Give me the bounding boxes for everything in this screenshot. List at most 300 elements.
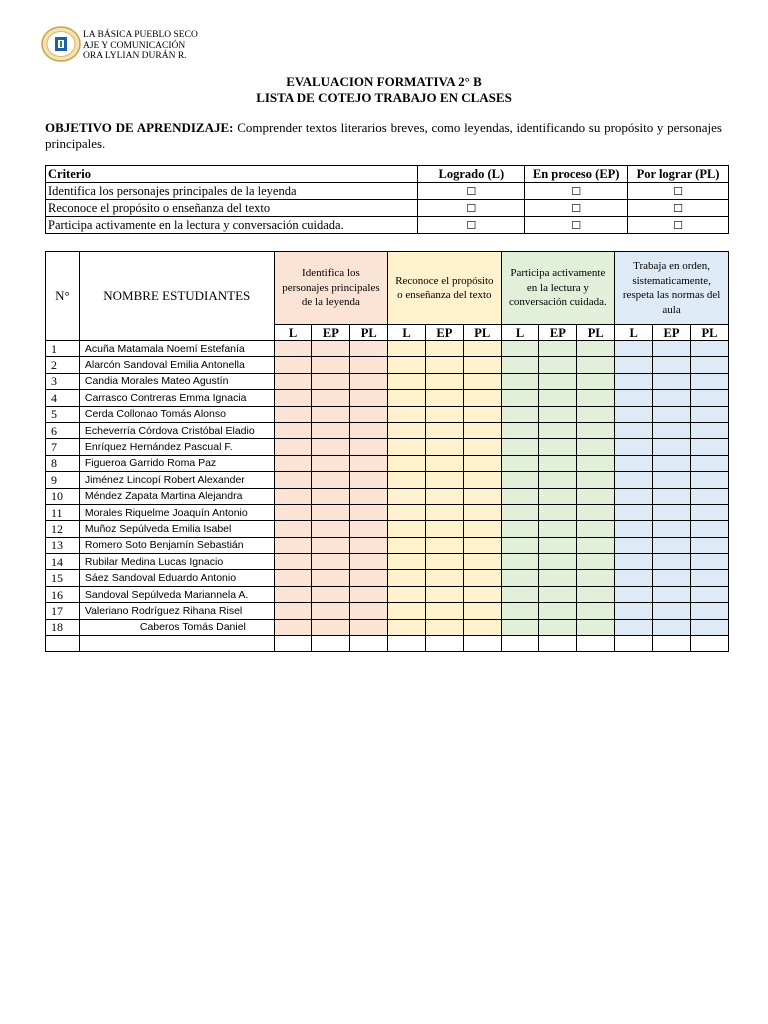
evaluation-cell[interactable] (274, 636, 312, 652)
school-header (83, 30, 198, 62)
evaluation-cell[interactable] (388, 422, 426, 438)
student-name: Figueroa Garrido Roma Paz (79, 455, 274, 471)
evaluation-cell[interactable] (388, 455, 426, 471)
evaluation-cell[interactable] (425, 455, 463, 471)
evaluation-cell[interactable] (577, 570, 615, 586)
evaluation-cell[interactable] (425, 373, 463, 389)
evaluation-cell[interactable] (690, 373, 728, 389)
evaluation-cell[interactable] (463, 488, 501, 504)
evaluation-cell[interactable] (501, 341, 539, 357)
evaluation-cell[interactable] (501, 504, 539, 520)
evaluation-cell[interactable] (653, 619, 691, 635)
evaluation-cell[interactable] (463, 390, 501, 406)
evaluation-cell[interactable] (388, 406, 426, 422)
evaluation-cell[interactable] (312, 521, 350, 537)
evaluation-cell[interactable] (350, 586, 388, 602)
evaluation-cell[interactable] (539, 472, 577, 488)
evaluation-cell[interactable] (463, 570, 501, 586)
evaluation-cell[interactable] (690, 488, 728, 504)
evaluation-cell[interactable] (274, 586, 312, 602)
evaluation-cell[interactable] (577, 341, 615, 357)
student-number: 10 (46, 488, 80, 504)
criterion-header-1: Identifica los personajes principales de la leyenda (274, 252, 387, 325)
evaluation-cell[interactable] (690, 390, 728, 406)
table-row (46, 537, 729, 553)
evaluation-cell[interactable] (350, 603, 388, 619)
evaluation-cell[interactable] (690, 537, 728, 553)
evaluation-cell[interactable] (274, 406, 312, 422)
evaluation-cell[interactable] (615, 472, 653, 488)
evaluation-cell[interactable] (577, 537, 615, 553)
evaluation-cell[interactable] (463, 619, 501, 635)
evaluation-cell[interactable] (388, 357, 426, 373)
evaluation-cell[interactable] (274, 570, 312, 586)
evaluation-cell[interactable] (274, 455, 312, 471)
evaluation-cell[interactable] (350, 455, 388, 471)
student-name (79, 636, 274, 652)
evaluation-cell[interactable] (653, 357, 691, 373)
evaluation-cell[interactable] (312, 422, 350, 438)
evaluation-cell[interactable] (653, 586, 691, 602)
evaluation-cell[interactable] (615, 603, 653, 619)
criterion-header-4: Trabaja en orden, sistematicamente, respeta las normas del aula (615, 252, 729, 325)
student-name: Echeverría Córdova Cristóbal Eladio (79, 422, 274, 438)
evaluation-cell[interactable] (350, 570, 388, 586)
evaluation-cell[interactable] (690, 619, 728, 635)
checkbox-por-lograr[interactable]: ☐ (628, 200, 729, 217)
evaluation-cell[interactable] (690, 357, 728, 373)
evaluation-cell[interactable] (425, 390, 463, 406)
sub-header-pl: PL (463, 325, 501, 341)
evaluation-cell[interactable] (690, 636, 728, 652)
evaluation-cell[interactable] (539, 619, 577, 635)
evaluation-cell[interactable] (388, 488, 426, 504)
evaluation-cell[interactable] (425, 537, 463, 553)
student-name: Romero Soto Benjamín Sebastián (79, 537, 274, 553)
evaluation-cell[interactable] (312, 406, 350, 422)
evaluation-cell[interactable] (425, 554, 463, 570)
evaluation-cell[interactable] (350, 472, 388, 488)
evaluation-cell[interactable] (653, 422, 691, 438)
evaluation-cell[interactable] (653, 504, 691, 520)
evaluation-cell[interactable] (425, 472, 463, 488)
evaluation-cell[interactable] (274, 504, 312, 520)
student-name: Sandoval Sepúlveda Mariannela A. (79, 586, 274, 602)
evaluation-cell[interactable] (653, 406, 691, 422)
document-titles (0, 74, 768, 106)
evaluation-cell[interactable] (425, 422, 463, 438)
evaluation-cell[interactable] (501, 357, 539, 373)
student-number: 4 (46, 390, 80, 406)
evaluation-cell[interactable] (615, 373, 653, 389)
evaluation-cell[interactable] (312, 504, 350, 520)
checkbox-en-proceso[interactable]: ☐ (525, 217, 628, 234)
evaluation-cell[interactable] (577, 422, 615, 438)
evaluation-cell[interactable] (690, 341, 728, 357)
evaluation-cell[interactable] (388, 390, 426, 406)
evaluation-cell[interactable] (615, 341, 653, 357)
evaluation-cell[interactable] (274, 603, 312, 619)
student-number: 1 (46, 341, 80, 357)
evaluation-cell[interactable] (690, 504, 728, 520)
evaluation-cell[interactable] (653, 390, 691, 406)
name-header: NOMBRE ESTUDIANTES (79, 252, 274, 341)
students-table (45, 251, 729, 652)
student-number: 17 (46, 603, 80, 619)
evaluation-cell[interactable] (312, 341, 350, 357)
evaluation-cell[interactable] (501, 455, 539, 471)
evaluation-cell[interactable] (653, 472, 691, 488)
evaluation-cell[interactable] (501, 439, 539, 455)
evaluation-cell[interactable] (425, 504, 463, 520)
evaluation-cell[interactable] (463, 586, 501, 602)
evaluation-cell[interactable] (274, 619, 312, 635)
table-row (46, 619, 729, 635)
evaluation-cell[interactable] (653, 521, 691, 537)
evaluation-cell[interactable] (350, 390, 388, 406)
evaluation-cell[interactable] (615, 406, 653, 422)
evaluation-cell[interactable] (690, 472, 728, 488)
sub-header-l: L (388, 325, 426, 341)
evaluation-cell[interactable] (501, 521, 539, 537)
evaluation-cell[interactable] (312, 537, 350, 553)
student-name: Rubilar Medina Lucas Ignacio (79, 554, 274, 570)
evaluation-cell[interactable] (463, 373, 501, 389)
sub-header-l: L (615, 325, 653, 341)
checkbox-por-lograr[interactable]: ☐ (628, 183, 729, 200)
criterion-header-3: Participa activamente en la lectura y conversación cuidada. (501, 252, 615, 325)
evaluation-cell[interactable] (312, 488, 350, 504)
evaluation-cell[interactable] (501, 586, 539, 602)
evaluation-cell[interactable] (463, 537, 501, 553)
evaluation-cell[interactable] (388, 603, 426, 619)
evaluation-cell[interactable] (350, 636, 388, 652)
evaluation-cell[interactable] (312, 390, 350, 406)
student-name: Méndez Zapata Martina Alejandra (79, 488, 274, 504)
evaluation-cell[interactable] (615, 537, 653, 553)
student-name: Caberos Tomás Daniel (79, 619, 274, 635)
evaluation-cell[interactable] (653, 439, 691, 455)
evaluation-cell[interactable] (463, 406, 501, 422)
table-row (46, 422, 729, 438)
sub-header-ep: EP (425, 325, 463, 341)
table-row (46, 406, 729, 422)
evaluation-cell[interactable] (577, 390, 615, 406)
evaluation-cell[interactable] (425, 603, 463, 619)
evaluation-cell[interactable] (615, 455, 653, 471)
evaluation-cell[interactable] (577, 357, 615, 373)
sub-header-ep: EP (539, 325, 577, 341)
evaluation-cell[interactable] (274, 341, 312, 357)
sub-header-pl: PL (690, 325, 728, 341)
evaluation-cell[interactable] (388, 439, 426, 455)
page-subtitle: LISTA DE COTEJO TRABAJO EN CLASES (256, 90, 512, 105)
evaluation-cell[interactable] (577, 619, 615, 635)
evaluation-cell[interactable] (615, 521, 653, 537)
evaluation-cell[interactable] (501, 373, 539, 389)
evaluation-cell[interactable] (274, 472, 312, 488)
evaluation-cell[interactable] (577, 455, 615, 471)
evaluation-cell[interactable] (577, 554, 615, 570)
evaluation-cell[interactable] (350, 373, 388, 389)
evaluation-cell[interactable] (425, 570, 463, 586)
evaluation-cell[interactable] (425, 636, 463, 652)
evaluation-cell[interactable] (690, 586, 728, 602)
evaluation-cell[interactable] (653, 570, 691, 586)
evaluation-cell[interactable] (690, 570, 728, 586)
evaluation-cell[interactable] (577, 586, 615, 602)
evaluation-cell[interactable] (350, 537, 388, 553)
objective-paragraph (45, 120, 722, 152)
evaluation-cell[interactable] (350, 406, 388, 422)
evaluation-cell[interactable] (501, 472, 539, 488)
student-name: Carrasco Contreras Emma Ignacia (79, 390, 274, 406)
evaluation-cell[interactable] (350, 422, 388, 438)
evaluation-cell[interactable] (653, 373, 691, 389)
evaluation-cell[interactable] (274, 439, 312, 455)
header-line-2: AJE Y COMUNICACIÓN (83, 40, 186, 51)
evaluation-cell[interactable] (425, 488, 463, 504)
evaluation-cell[interactable] (463, 554, 501, 570)
table-row (46, 390, 729, 406)
table-row (46, 586, 729, 602)
evaluation-cell[interactable] (539, 373, 577, 389)
evaluation-cell[interactable] (463, 455, 501, 471)
evaluation-cell[interactable] (388, 586, 426, 602)
evaluation-cell[interactable] (615, 439, 653, 455)
evaluation-cell[interactable] (690, 455, 728, 471)
evaluation-cell[interactable] (388, 373, 426, 389)
student-number (46, 636, 80, 652)
evaluation-cell[interactable] (539, 357, 577, 373)
evaluation-cell[interactable] (463, 636, 501, 652)
evaluation-cell[interactable] (388, 521, 426, 537)
evaluation-cell[interactable] (615, 390, 653, 406)
criteria-text: Reconoce el propósito o enseñanza del texto (46, 200, 418, 217)
evaluation-cell[interactable] (653, 341, 691, 357)
evaluation-cell[interactable] (539, 603, 577, 619)
evaluation-cell[interactable] (615, 357, 653, 373)
evaluation-cell[interactable] (501, 390, 539, 406)
evaluation-cell[interactable] (615, 570, 653, 586)
evaluation-cell[interactable] (539, 390, 577, 406)
evaluation-cell[interactable] (312, 554, 350, 570)
evaluation-cell[interactable] (539, 439, 577, 455)
student-number: 9 (46, 472, 80, 488)
table-row (46, 521, 729, 537)
evaluation-cell[interactable] (653, 603, 691, 619)
evaluation-cell[interactable] (463, 439, 501, 455)
evaluation-cell[interactable] (615, 586, 653, 602)
evaluation-cell[interactable] (463, 472, 501, 488)
evaluation-cell[interactable] (539, 341, 577, 357)
evaluation-cell[interactable] (425, 341, 463, 357)
criteria-header-en-proceso: En proceso (EP) (525, 166, 628, 183)
evaluation-cell[interactable] (577, 406, 615, 422)
evaluation-cell[interactable] (501, 488, 539, 504)
evaluation-cell[interactable] (615, 504, 653, 520)
evaluation-cell[interactable] (425, 619, 463, 635)
table-row (46, 373, 729, 389)
evaluation-cell[interactable] (388, 504, 426, 520)
evaluation-cell[interactable] (653, 554, 691, 570)
evaluation-cell[interactable] (463, 422, 501, 438)
evaluation-cell[interactable] (690, 521, 728, 537)
sub-header-l: L (501, 325, 539, 341)
evaluation-cell[interactable] (388, 472, 426, 488)
evaluation-cell[interactable] (501, 570, 539, 586)
evaluation-cell[interactable] (312, 619, 350, 635)
evaluation-cell[interactable] (312, 472, 350, 488)
table-row (46, 554, 729, 570)
evaluation-cell[interactable] (690, 406, 728, 422)
sub-header-l: L (274, 325, 312, 341)
student-number: 11 (46, 504, 80, 520)
checkbox-logrado[interactable]: ☐ (418, 217, 525, 234)
evaluation-cell[interactable] (274, 390, 312, 406)
table-row (46, 636, 729, 652)
evaluation-cell[interactable] (350, 554, 388, 570)
table-row (46, 570, 729, 586)
evaluation-cell[interactable] (388, 341, 426, 357)
evaluation-cell[interactable] (577, 636, 615, 652)
evaluation-cell[interactable] (425, 586, 463, 602)
evaluation-cell[interactable] (463, 504, 501, 520)
evaluation-cell[interactable] (274, 554, 312, 570)
evaluation-cell[interactable] (615, 554, 653, 570)
evaluation-cell[interactable] (501, 422, 539, 438)
evaluation-cell[interactable] (653, 455, 691, 471)
evaluation-cell[interactable] (615, 488, 653, 504)
evaluation-cell[interactable] (539, 537, 577, 553)
sub-header-pl: PL (350, 325, 388, 341)
evaluation-cell[interactable] (388, 619, 426, 635)
evaluation-cell[interactable] (501, 406, 539, 422)
evaluation-cell[interactable] (312, 439, 350, 455)
evaluation-cell[interactable] (539, 521, 577, 537)
evaluation-cell[interactable] (577, 472, 615, 488)
evaluation-cell[interactable] (312, 570, 350, 586)
evaluation-cell[interactable] (539, 636, 577, 652)
evaluation-cell[interactable] (350, 439, 388, 455)
evaluation-cell[interactable] (463, 357, 501, 373)
evaluation-cell[interactable] (425, 521, 463, 537)
evaluation-cell[interactable] (350, 488, 388, 504)
evaluation-cell[interactable] (653, 488, 691, 504)
evaluation-cell[interactable] (463, 603, 501, 619)
evaluation-cell[interactable] (615, 422, 653, 438)
header-line-1: LA BÁSICA PUEBLO SECO (83, 30, 198, 40)
evaluation-cell[interactable] (690, 603, 728, 619)
table-row (46, 455, 729, 471)
evaluation-cell[interactable] (577, 521, 615, 537)
evaluation-cell[interactable] (539, 586, 577, 602)
evaluation-cell[interactable] (539, 570, 577, 586)
evaluation-cell[interactable] (312, 373, 350, 389)
evaluation-cell[interactable] (312, 636, 350, 652)
evaluation-cell[interactable] (501, 636, 539, 652)
checkbox-por-lograr[interactable]: ☐ (628, 217, 729, 234)
evaluation-cell[interactable] (312, 603, 350, 619)
evaluation-cell[interactable] (274, 422, 312, 438)
evaluation-cell[interactable] (690, 439, 728, 455)
evaluation-cell[interactable] (388, 554, 426, 570)
student-name: Jiménez Lincopí Robert Alexander (79, 472, 274, 488)
evaluation-cell[interactable] (690, 554, 728, 570)
checkbox-logrado[interactable]: ☐ (418, 200, 525, 217)
criteria-text: Participa activamente en la lectura y conversación cuidada. (46, 217, 418, 234)
evaluation-cell[interactable] (501, 619, 539, 635)
evaluation-cell[interactable] (274, 537, 312, 553)
header-line-3: ORA LYLIAN DURÁN R. (83, 51, 187, 61)
evaluation-cell[interactable] (312, 586, 350, 602)
evaluation-cell[interactable] (615, 619, 653, 635)
student-number: 13 (46, 537, 80, 553)
evaluation-cell[interactable] (539, 554, 577, 570)
evaluation-cell[interactable] (653, 636, 691, 652)
evaluation-cell[interactable] (388, 636, 426, 652)
evaluation-cell[interactable] (501, 603, 539, 619)
checkbox-en-proceso[interactable]: ☐ (525, 183, 628, 200)
evaluation-cell[interactable] (577, 603, 615, 619)
evaluation-cell[interactable] (350, 504, 388, 520)
evaluation-cell[interactable] (463, 521, 501, 537)
evaluation-cell[interactable] (274, 357, 312, 373)
evaluation-cell[interactable] (615, 636, 653, 652)
evaluation-cell[interactable] (425, 406, 463, 422)
evaluation-cell[interactable] (350, 619, 388, 635)
student-number: 12 (46, 521, 80, 537)
evaluation-cell[interactable] (425, 357, 463, 373)
evaluation-cell[interactable] (501, 554, 539, 570)
evaluation-cell[interactable] (501, 537, 539, 553)
student-name: Valeriano Rodríguez Rihana Risel (79, 603, 274, 619)
table-row (46, 357, 729, 373)
evaluation-cell[interactable] (539, 455, 577, 471)
criteria-table (45, 165, 729, 234)
evaluation-cell[interactable] (388, 537, 426, 553)
evaluation-cell[interactable] (350, 357, 388, 373)
evaluation-cell[interactable] (274, 488, 312, 504)
criterion-header-2: Reconoce el propósito o enseñanza del texto (388, 252, 501, 325)
evaluation-cell[interactable] (388, 570, 426, 586)
evaluation-cell[interactable] (274, 521, 312, 537)
evaluation-cell[interactable] (539, 406, 577, 422)
table-row (46, 603, 729, 619)
evaluation-cell[interactable] (539, 504, 577, 520)
checkbox-en-proceso[interactable]: ☐ (525, 200, 628, 217)
evaluation-cell[interactable] (539, 488, 577, 504)
evaluation-cell[interactable] (312, 357, 350, 373)
evaluation-cell[interactable] (425, 439, 463, 455)
evaluation-cell[interactable] (577, 488, 615, 504)
evaluation-cell[interactable] (577, 504, 615, 520)
evaluation-cell[interactable] (539, 422, 577, 438)
evaluation-cell[interactable] (350, 341, 388, 357)
evaluation-cell[interactable] (577, 373, 615, 389)
evaluation-cell[interactable] (653, 537, 691, 553)
evaluation-cell[interactable] (577, 439, 615, 455)
evaluation-cell[interactable] (690, 422, 728, 438)
evaluation-cell[interactable] (274, 373, 312, 389)
student-name: Enríquez Hernández Pascual F. (79, 439, 274, 455)
evaluation-cell[interactable] (312, 455, 350, 471)
student-name: Candia Morales Mateo Agustín (79, 373, 274, 389)
school-logo (41, 26, 81, 62)
evaluation-cell[interactable] (350, 521, 388, 537)
evaluation-cell[interactable] (463, 341, 501, 357)
checkbox-logrado[interactable]: ☐ (418, 183, 525, 200)
